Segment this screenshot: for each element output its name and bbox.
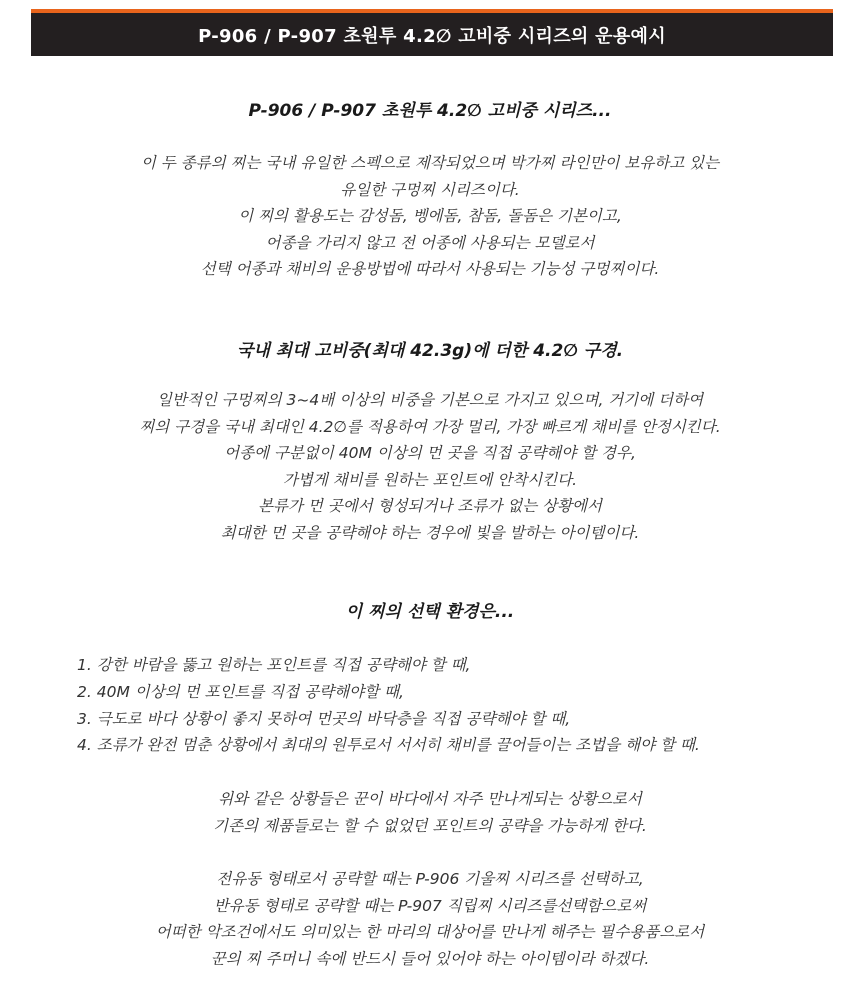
body-line: 꾼의 찌 주머니 속에 반드시 들어 있어야 하는 아이템이라 하겠다. bbox=[210, 949, 650, 968]
selection-list bbox=[77, 652, 837, 759]
body-line: 최대한 먼 곳을 공략해야 하는 경우에 빛을 발하는 아이템이다. bbox=[220, 523, 640, 542]
section-3-paragraph-2 bbox=[0, 866, 860, 972]
body-line: 이 두 종류의 찌는 국내 유일한 스펙으로 제작되었으며 박가찌 라인만이 보유하고 있는 bbox=[140, 154, 720, 172]
body-line: 가볍게 채비를 원하는 포인트에 안착시킨다. bbox=[282, 470, 578, 489]
section-1-body bbox=[0, 150, 860, 283]
body-line: 어종을 가리지 않고 전 어종에 사용되는 모델로서 bbox=[265, 233, 595, 252]
section-2-title: 국내 최대 고비중(최대 42.3g)에 더한 4.2∅ 구경. bbox=[236, 341, 624, 361]
body-line: 일반적인 구멍찌의 3~4배 이상의 비중을 기본으로 가지고 있으며, 거기에 더하여 bbox=[156, 391, 704, 409]
list-item: 4. 조류가 완전 멈춘 상황에서 최대의 원투로서 서서히 채비를 끌어들이는 조법을 해야 할 때. bbox=[77, 736, 700, 755]
header-title: P-906 / P-907 초원투 4.2∅ 고비중 시리즈의 운용예시 bbox=[198, 25, 666, 47]
body-line: 유일한 구멍찌 시리즈이다. bbox=[340, 180, 520, 199]
section-3-paragraph-1 bbox=[0, 786, 860, 839]
body-line: 반유동 형태로 공략할 때는 P-907 직립찌 시리즈를선택함으로써 bbox=[213, 896, 647, 915]
list-item: 1. 강한 바람을 뚫고 원하는 포인트를 직접 공략해야 할 때, bbox=[77, 656, 471, 674]
body-line: 이 찌의 활용도는 감성돔, 벵에돔, 참돔, 돌돔은 기본이고, bbox=[238, 207, 622, 225]
body-line: 어떠한 악조건에서도 의미있는 한 마리의 대상어를 만나게 해주는 필수용품으로서 bbox=[155, 923, 705, 941]
section-2-body bbox=[0, 387, 860, 546]
body-line: 어종에 구분없이 40M 이상의 먼 곳을 직접 공략해야 할 경우, bbox=[224, 444, 636, 462]
section-1-title: P-906 / P-907 초원투 4.2∅ 고비중 시리즈... bbox=[248, 101, 612, 121]
list-item: 2. 40M 이상의 먼 포인트를 직접 공략해야할 때, bbox=[77, 682, 404, 701]
body-line: 선택 어종과 채비의 운용방법에 따라서 사용되는 기능성 구멍찌이다. bbox=[200, 260, 660, 278]
body-line: 본류가 먼 곳에서 형성되거나 조류가 없는 상황에서 bbox=[258, 497, 602, 515]
list-item: 3. 극도로 바다 상황이 좋지 못하여 먼곳의 바닥층을 직접 공략해야 할 때, bbox=[77, 709, 571, 728]
body-line: 찌의 구경을 국내 최대인 4.2∅를 적용하여 가장 멀리, 가장 빠르게 채비를 안정시킨다. bbox=[139, 417, 721, 436]
body-line: 기존의 제품들로는 할 수 없었던 포인트의 공략을 가능하게 한다. bbox=[213, 816, 647, 835]
section-3-title: 이 찌의 선택 환경은... bbox=[345, 602, 515, 622]
body-line: 위와 같은 상황들은 꾼이 바다에서 자주 만나게되는 상황으로서 bbox=[218, 790, 642, 808]
header-bar bbox=[31, 9, 833, 56]
body-line: 전유동 형태로서 공략할 때는 P-906 기울찌 시리즈를 선택하고, bbox=[216, 870, 644, 888]
